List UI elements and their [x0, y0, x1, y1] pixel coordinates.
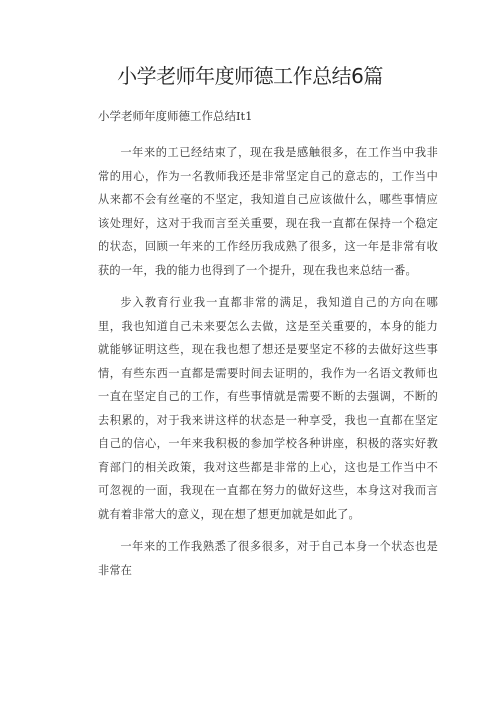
paragraph: 一年来的工作我熟悉了很多很多，对于自己本身一个状态也是非常在: [98, 540, 438, 577]
paragraph: 步入教育行业我一直都非常的满足，我知道自己的方向在哪里，我也知道自己未来要怎么去做，这是至关重要的，本身的能力就能够证明这些，现在我也想了想还是要坚定不移的去做好这些事情，有些东西一直都是需要时间去证明的，我作为一名语文教师也一直在坚定自己的工作，有些事情就是需要不断的去强调，不断的去积累的，对于我来讲这样的状态是一种享受，我也一直都在坚定自己的信心，一年来我积极的参加学校各种讲座，积极的落实好教育部门的相关政策，我对这些都是非常的上心，这也是工作当中不可忽视的一面，我现在一直都在努力的做好这些，本身这对我而言就有着非常大的意义，现在想了想更加就是如此了。: [98, 296, 438, 521]
document-subtitle: 小学老师年度师德工作总结It1: [98, 109, 253, 123]
document-body: [98, 106, 438, 591]
paragraph: 一年来的工已经结束了，现在我是感触很多，在工作当中我非常的用心，作为一名教师我还是非常坚定自己的意志的，工作当中从来都不会有丝毫的不坚定，我知道自己应该做什么，哪些事情应该处理好，这对于我而言至关重要，现在我一直都在保持一个稳定的状态，回顾一年来的工作经历我成熟了很多，这一年是非常有收获的一年，我的能力也得到了一个提升，现在我也来总结一番。: [98, 146, 438, 277]
document-title: 小学老师年度师德工作总结6篇: [117, 64, 383, 88]
